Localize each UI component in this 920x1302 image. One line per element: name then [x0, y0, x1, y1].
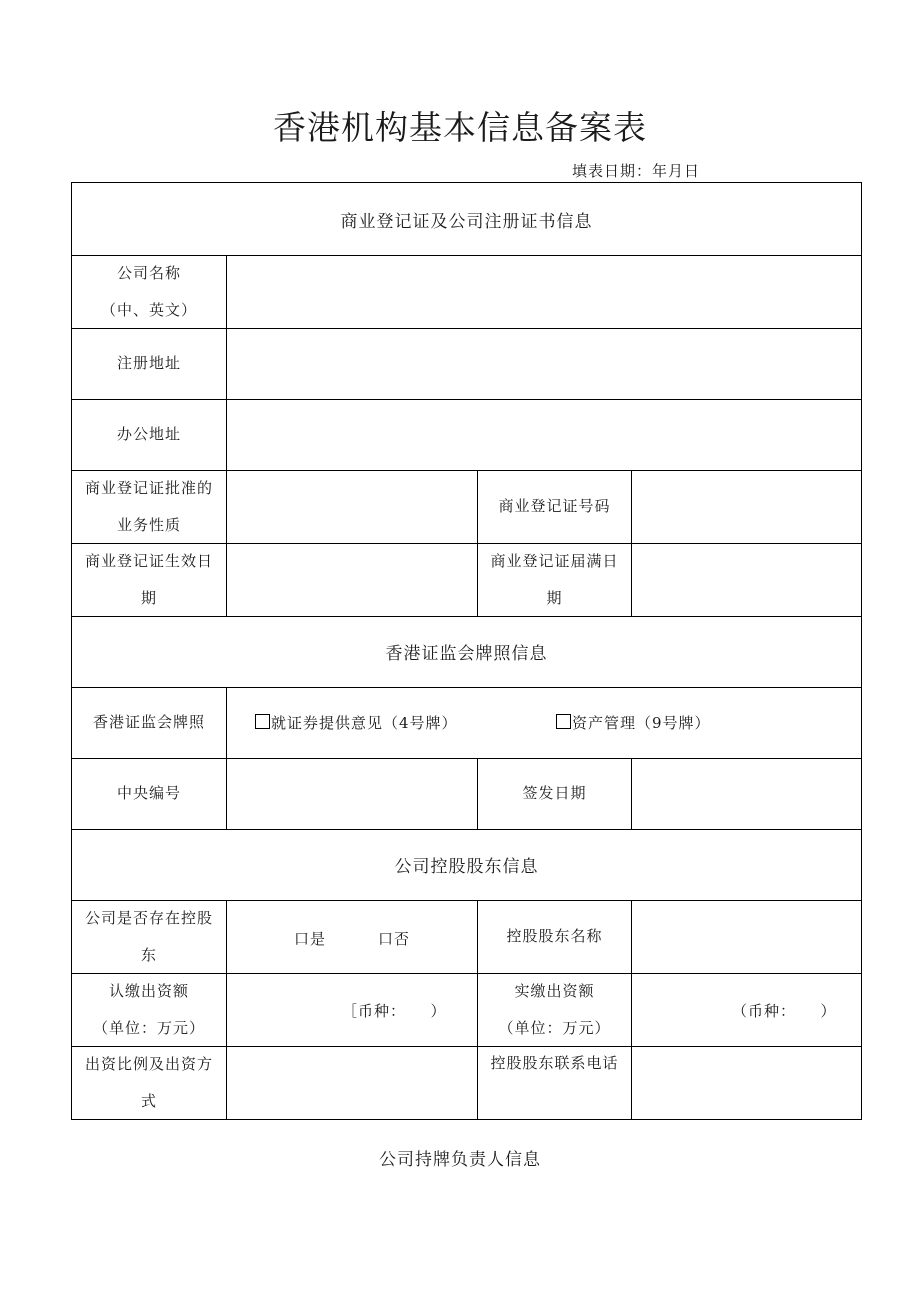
br-expiry-label	[478, 543, 631, 616]
has-shareholder-label-line2: 东	[140, 945, 157, 964]
br-effective-field[interactable]	[227, 543, 477, 616]
paid-label-line1: 实缴出资额	[514, 981, 595, 1000]
br-expiry-field[interactable]	[632, 543, 861, 616]
shareholder-name-field[interactable]	[632, 900, 861, 973]
br-expiry-label-line1: 商业登记证届满日	[490, 551, 619, 570]
has-shareholder-label-line1: 公司是否存在控股	[84, 908, 213, 927]
company-name-label	[72, 255, 226, 328]
shareholder-name-label: 控股股东名称	[506, 927, 603, 945]
shareholder-phone-field[interactable]	[632, 1046, 861, 1119]
central-number-label: 中央编号	[116, 784, 181, 802]
office-address-label: 办公地址	[116, 425, 181, 443]
br-expiry-label-line2: 期	[546, 588, 563, 607]
br-nature-field[interactable]	[227, 470, 477, 543]
ratio-label-line1: 出资比例及出资方	[84, 1054, 213, 1073]
paid-label-line2: （单位：万元）	[498, 1018, 611, 1037]
ratio-field[interactable]	[227, 1046, 477, 1119]
br-nature-label-line1: 商业登记证批准的	[84, 478, 213, 497]
company-name-label-line2: （中、英文）	[100, 300, 197, 319]
form-title: 香港机构基本信息备案表	[273, 108, 647, 147]
subscribed-label-line2: （单位：万元）	[92, 1018, 205, 1037]
br-effective-label	[72, 543, 226, 616]
br-nature-label	[72, 470, 226, 543]
br-number-field[interactable]	[632, 470, 861, 543]
registration-form	[71, 182, 862, 1120]
license-9-option[interactable]	[556, 712, 711, 733]
fill-date: 填表日期：年月日	[572, 162, 701, 180]
subscribed-label-line1: 认缴出资额	[108, 981, 189, 1000]
yes-option[interactable]: 口是	[294, 930, 327, 948]
has-shareholder-label	[72, 900, 226, 973]
license-9-label: 资产管理（9号牌）	[572, 714, 711, 732]
license-4-option[interactable]	[255, 712, 458, 733]
section-sfc-license: 香港证监会牌照信息	[385, 644, 548, 664]
subscribed-label	[72, 973, 226, 1046]
ratio-label-line2: 式	[140, 1091, 157, 1110]
section-licensed-responsible: 公司持牌负责人信息	[379, 1150, 541, 1170]
paid-currency[interactable]: （币种： ）	[732, 1002, 837, 1020]
no-option[interactable]: 口否	[378, 930, 411, 948]
license-4-label: 就证券提供意见（4号牌）	[271, 714, 458, 732]
license-9-checkbox[interactable]	[556, 714, 571, 729]
registered-address-field[interactable]	[227, 328, 861, 399]
office-address-field[interactable]	[227, 399, 861, 470]
company-name-label-line1: 公司名称	[116, 263, 181, 282]
company-name-field[interactable]	[227, 255, 861, 328]
registered-address-label: 注册地址	[116, 354, 181, 372]
ratio-label	[72, 1046, 226, 1119]
paid-label	[478, 973, 631, 1046]
central-number-field[interactable]	[227, 758, 477, 829]
subscribed-currency[interactable]: ［币种： ）	[342, 1002, 447, 1020]
issue-date-label: 签发日期	[522, 784, 587, 802]
license-4-checkbox[interactable]	[255, 714, 270, 729]
issue-date-field[interactable]	[632, 758, 861, 829]
section-controlling-shareholder: 公司控股股东信息	[394, 857, 539, 877]
br-effective-label-line2: 期	[140, 588, 157, 607]
sfc-license-label: 香港证监会牌照	[92, 713, 205, 731]
shareholder-phone-label: 控股股东联系电话	[490, 1053, 619, 1072]
br-effective-label-line1: 商业登记证生效日	[84, 551, 213, 570]
section-business-registration: 商业登记证及公司注册证书信息	[340, 211, 593, 232]
br-number-label: 商业登记证号码	[498, 497, 611, 515]
br-nature-label-line2: 业务性质	[116, 515, 181, 534]
